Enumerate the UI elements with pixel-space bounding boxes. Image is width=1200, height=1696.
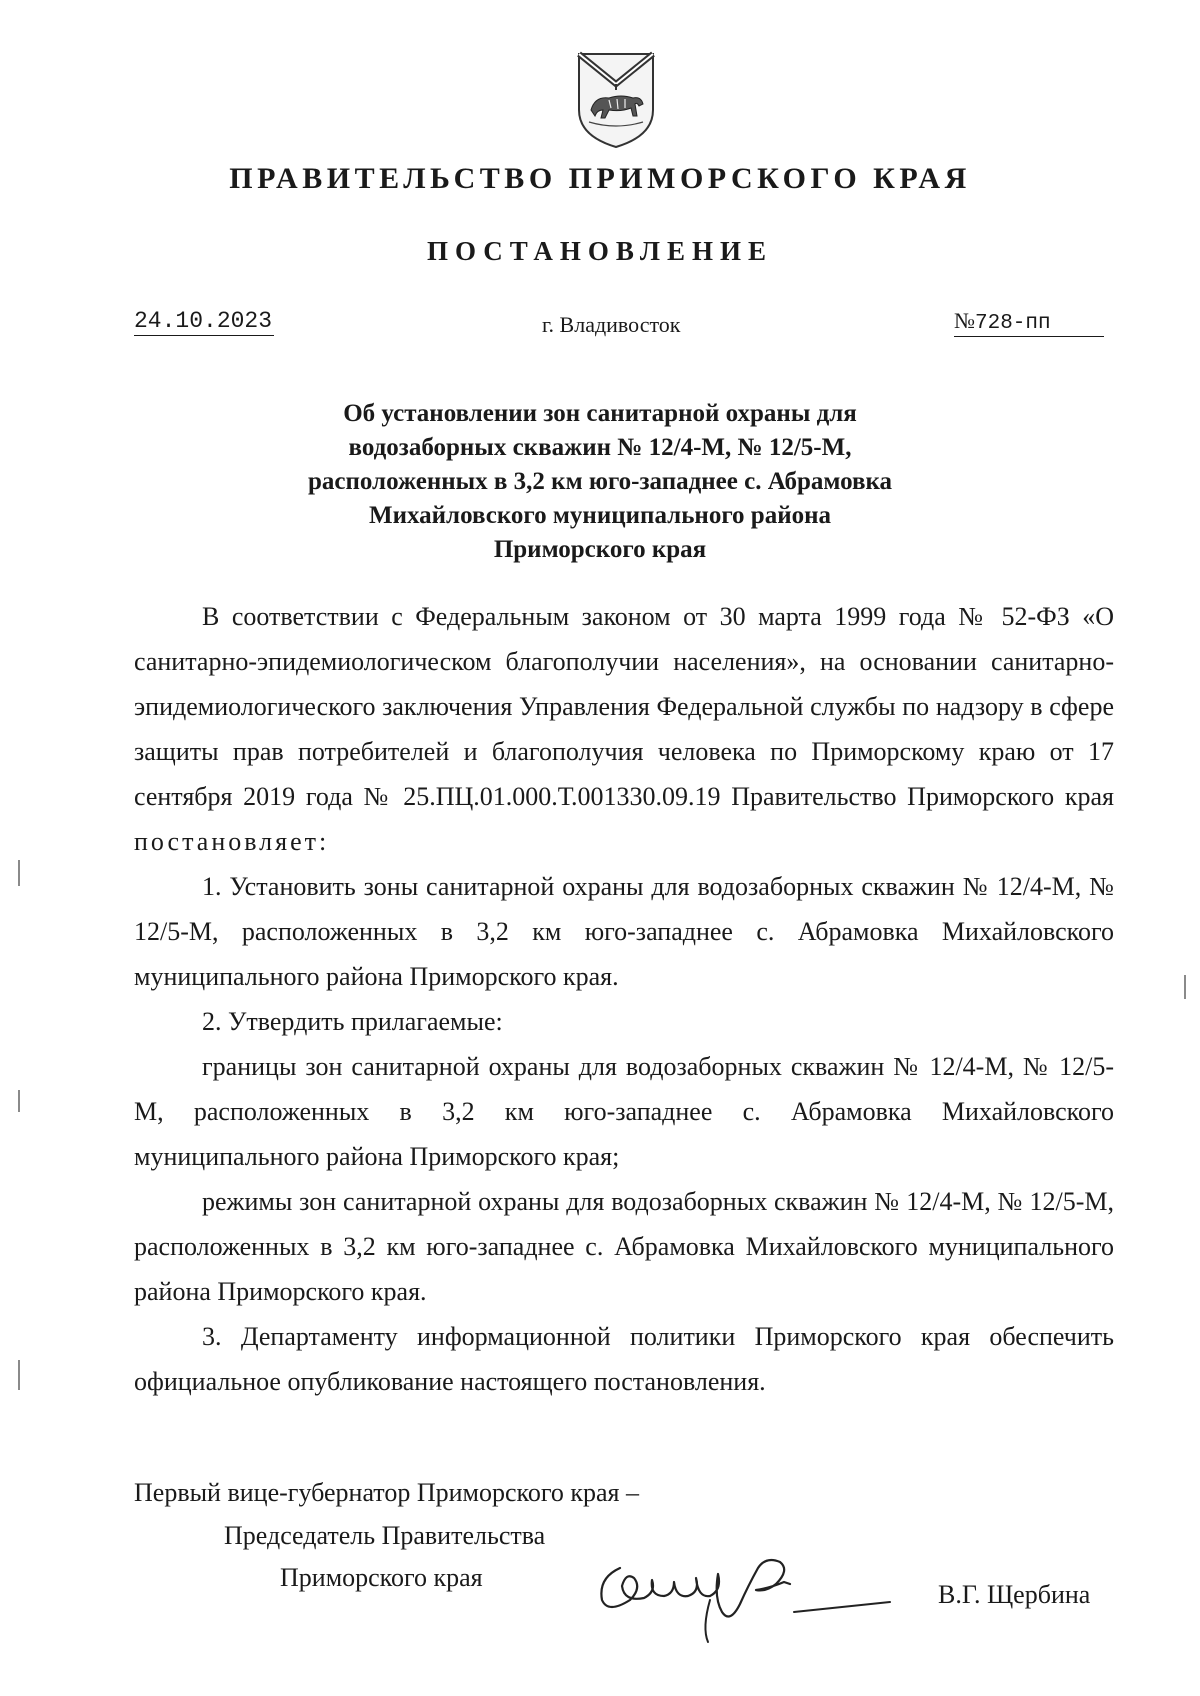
document-number (954, 308, 1104, 337)
preamble-paragraph (134, 594, 1114, 864)
handwritten-signature (590, 1538, 910, 1648)
document-type: ПОСТАНОВЛЕНИЕ (426, 236, 774, 266)
item-2: 2. Утвердить прилагаемые: (202, 1007, 503, 1036)
signatory-position-line: Приморского края (280, 1563, 483, 1592)
scan-artifact (18, 1090, 20, 1112)
document-date: 24.10.2023 (134, 308, 273, 334)
number-value: 728-пп (975, 312, 1051, 335)
item-1: 1. Установить зоны санитарной охраны для водозаборных скважин № 12/4-М, № 12/5-М, расположенных в 3,2 км юго-западнее с. Абрамовка Михайловского муниципального района Приморского края. (134, 872, 1114, 991)
signatory-name: В.Г. Щербина (938, 1580, 1091, 1609)
scan-artifact (18, 860, 20, 886)
signatory-position-line: Председатель Правительства (224, 1521, 546, 1550)
scan-artifact (1184, 975, 1186, 999)
item-2-regimes: режимы зон санитарной охраны для водозаборных скважин № 12/4-М, № 12/5-М, расположенных в 3,2 км юго-западнее с. Абрамовка Михайловского муниципального района Приморского края. (134, 1187, 1114, 1306)
subject-line: Михайловского муниципального района (368, 502, 832, 529)
document-body (134, 594, 1114, 1404)
government-title: ПРАВИТЕЛЬСТВО ПРИМОРСКОГО КРАЯ (229, 162, 971, 195)
number-prefix: № (954, 308, 975, 333)
signatory-position-line: Первый вице-губернатор Приморского края – (134, 1478, 639, 1507)
scan-artifact (18, 1360, 20, 1390)
document-city: г. Владивосток (542, 312, 681, 337)
subject-line: водозаборных скважин № 12/4-М, № 12/5-М, (348, 434, 852, 461)
subject-line: Об установлении зон санитарной охраны для (343, 400, 857, 427)
preamble-text: В соответствии с Федеральным законом от 30 марта 1999 года № 52-ФЗ «О санитарно-эпидемиологическом благополучии населения», на основании санитарно-эпидемиологического заключения Управления Федеральной службы по надзору в сфере защиты прав потребителей и благополучия человека по Приморскому краю от 17 сентября 2019 года № 25.ПЦ.01.000.Т.001330.09.19 Правительство Приморского края (134, 602, 1114, 811)
subject-line: расположенных в 3,2 км юго-западнее с. Абрамовка (307, 468, 893, 495)
document-subject (240, 397, 960, 567)
coat-of-arms-icon (575, 50, 657, 150)
subject-line: Приморского края (493, 536, 707, 563)
item-3: 3. Департаменту информационной политики Приморского края обеспечить официальное опубликование настоящего постановления. (134, 1322, 1114, 1396)
item-2-borders: границы зон санитарной охраны для водозаборных скважин № 12/4-М, № 12/5-М, расположенных в 3,2 км юго-западнее с. Абрамовка Михайловского муниципального района Приморского края; (134, 1052, 1114, 1171)
decrees-word: постановляет: (134, 827, 330, 856)
